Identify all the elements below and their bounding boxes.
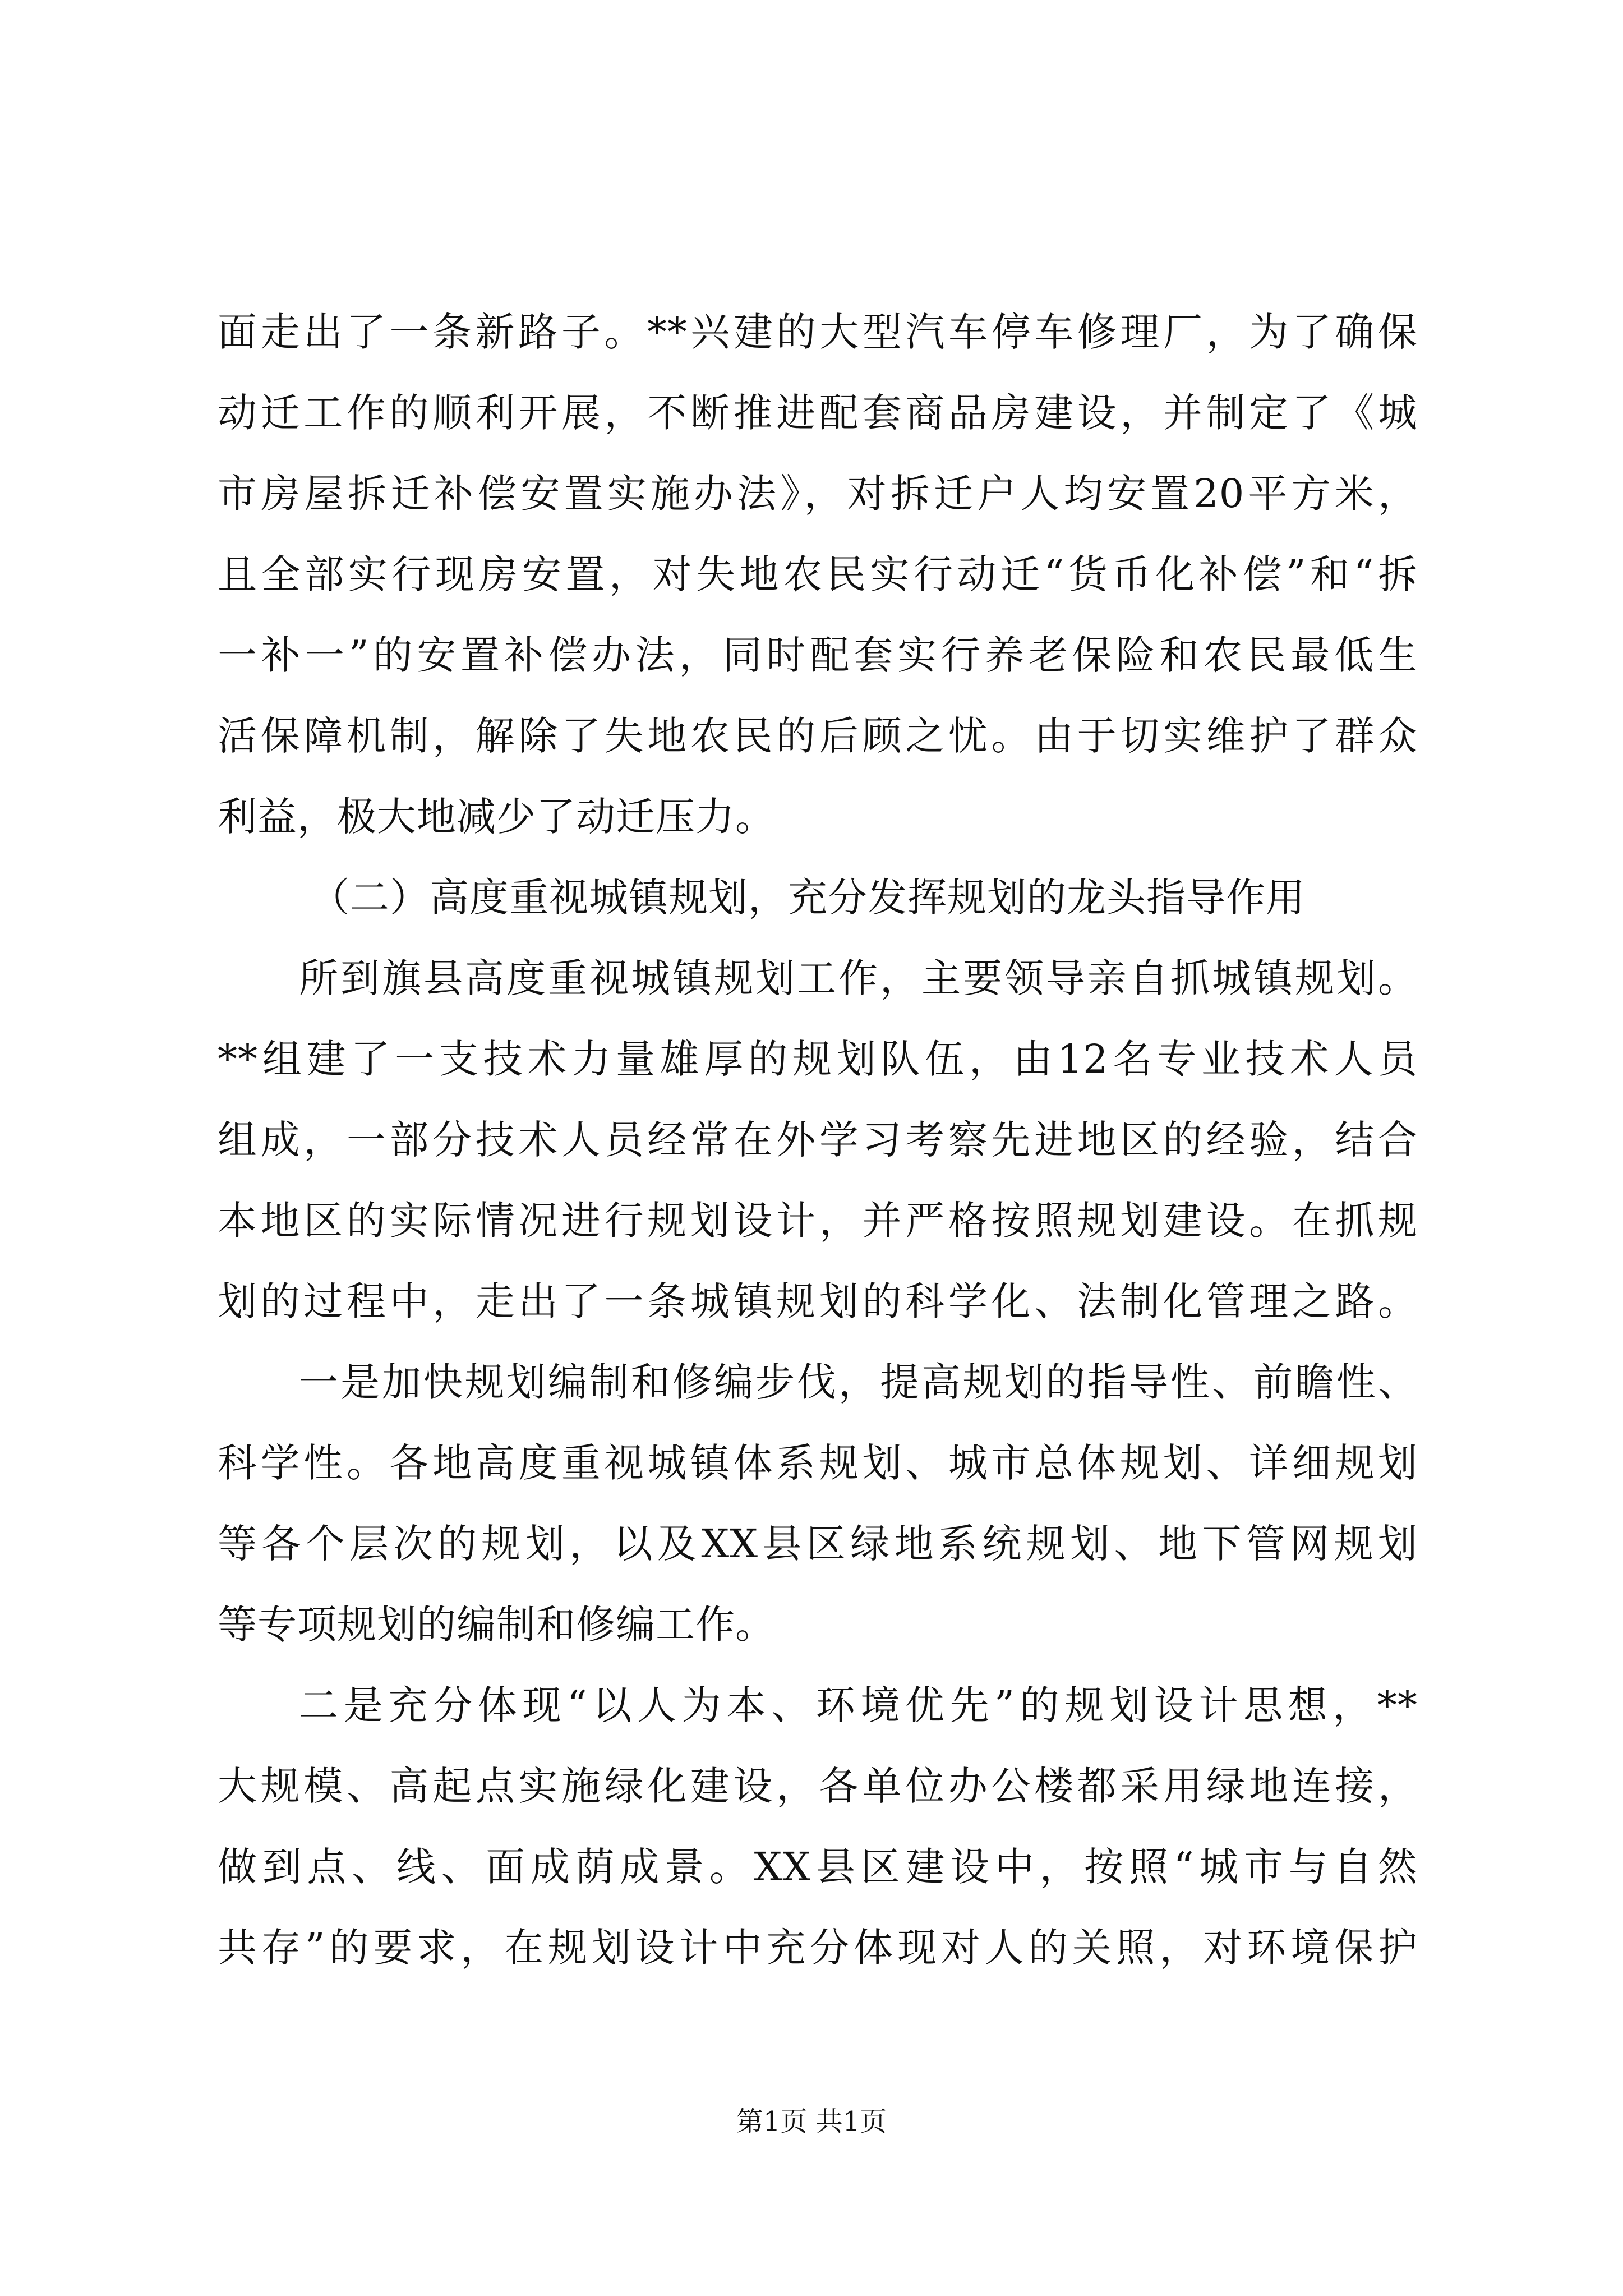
text-line: **组建了一支技术力量雄厚的规划队伍，由12名专业技术人员 — [218, 1036, 1418, 1082]
page-footer — [0, 2105, 1623, 2138]
text-line: 共存”的要求，在规划设计中充分体现对人的关照，对环境保护 — [218, 1925, 1418, 1971]
text-line: 市房屋拆迁补偿安置实施办法》，对拆迁户人均安置20平方米， — [218, 471, 1418, 517]
page-number: 第1页 共1页 — [736, 2106, 887, 2137]
text-line: 利益，极大地减少了动迁压力。 — [218, 794, 775, 840]
text-line: 一是加快规划编制和修编步伐，提高规划的指导性、前瞻性、 — [299, 1359, 1418, 1405]
document-body — [218, 292, 1418, 1988]
text-line: 做到点、线、面成荫成景。XX县区建设中，按照“城市与自然 — [218, 1844, 1418, 1890]
text-line: 划的过程中，走出了一条城镇规划的科学化、法制化管理之路。 — [218, 1278, 1418, 1324]
text-line: 等专项规划的编制和修编工作。 — [218, 1602, 775, 1648]
text-line: 一补一”的安置补偿办法，同时配套实行养老保险和农民最低生 — [218, 632, 1418, 678]
text-line: 科学性。各地高度重视城镇体系规划、城市总体规划、详细规划 — [218, 1440, 1418, 1486]
text-line: 组成，一部分技术人员经常在外学习考察先进地区的经验，结合 — [218, 1117, 1418, 1163]
text-line: 本地区的实际情况进行规划设计，并严格按照规划建设。在抓规 — [218, 1198, 1418, 1244]
text-line: 二是充分体现“以人为本、环境优先”的规划设计思想，** — [299, 1682, 1418, 1728]
text-line: 且全部实行现房安置，对失地农民实行动迁“货币化补偿”和“拆 — [218, 551, 1418, 597]
text-line: 动迁工作的顺利开展，不断推进配套商品房建设，并制定了《城 — [218, 390, 1418, 436]
text-line: 活保障机制，解除了失地农民的后顾之忧。由于切实维护了群众 — [218, 713, 1418, 759]
text-line: 面走出了一条新路子。**兴建的大型汽车停车修理厂，为了确保 — [218, 309, 1418, 355]
text-line: 大规模、高起点实施绿化建设，各单位办公楼都采用绿地连接， — [218, 1763, 1418, 1809]
text-line: 所到旗县高度重视城镇规划工作，主要领导亲自抓城镇规划。 — [299, 955, 1418, 1001]
text-line: 等各个层次的规划，以及XX县区绿地系统规划、地下管网规划 — [218, 1521, 1418, 1567]
section-heading: （二）高度重视城镇规划，充分发挥规划的龙头指导作用 — [310, 875, 1306, 921]
